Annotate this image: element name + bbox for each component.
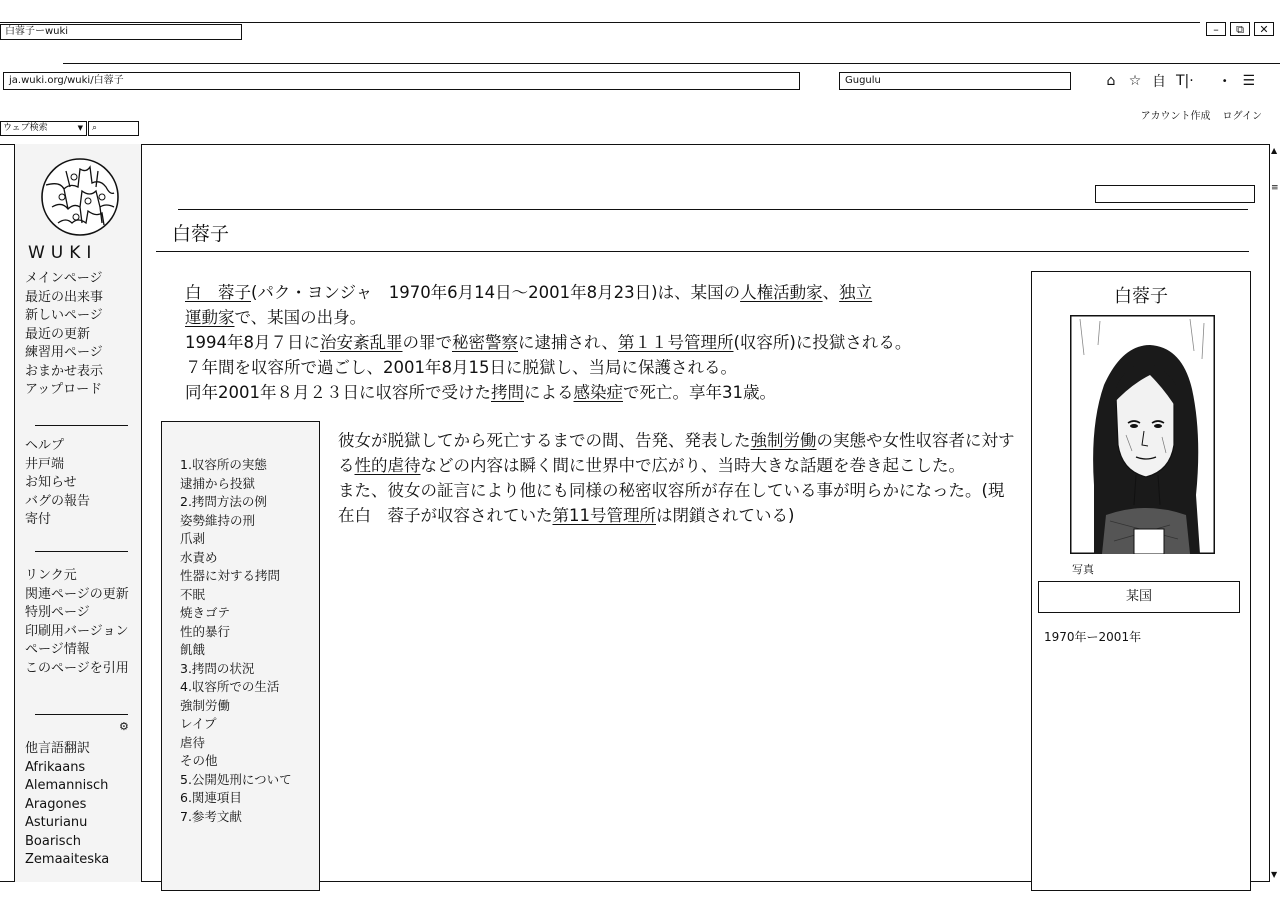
toc-item[interactable]: 焼きゴテ xyxy=(180,605,231,620)
sidebar-item[interactable]: このページを引用 xyxy=(25,660,129,676)
sidebar-item[interactable]: 関連ページの更新 xyxy=(25,586,129,602)
sidebar-item[interactable]: ヘルプ xyxy=(25,438,65,453)
toc-item[interactable]: 3.拷問の状況 xyxy=(180,660,255,676)
intro-text: (パク・ヨンジャ 1970年6月14日〜2001年8月23日)は、某国の xyxy=(251,283,741,302)
menu-icon[interactable]: ☰ xyxy=(1242,73,1255,89)
restore-button[interactable]: ⧉ xyxy=(1230,22,1250,36)
country-label: 某国 xyxy=(1038,581,1240,613)
intro-text: 同年2001年８月２３日に収容所で受けた xyxy=(185,383,491,402)
header-rule xyxy=(178,209,1248,210)
body-text: は閉鎖されている) xyxy=(656,506,795,525)
text-icon[interactable]: T|· xyxy=(1176,73,1194,89)
content-top-border xyxy=(0,144,1270,145)
sidebar-item[interactable]: メインページ xyxy=(25,271,103,286)
language-link[interactable]: Aragones xyxy=(25,796,87,812)
titlebar-rule xyxy=(0,22,1200,23)
intro-text: 、 xyxy=(822,283,840,302)
intro-text: で死亡。享年31歳。 xyxy=(623,383,776,402)
scroll-grip-icon[interactable]: ≡ xyxy=(1271,183,1279,193)
sidebar-item[interactable]: リンク元 xyxy=(25,568,77,583)
toc-list xyxy=(180,456,292,826)
sexual-abuse-link[interactable]: 性的虐待 xyxy=(354,456,421,475)
browser-toolbar xyxy=(1104,71,1256,91)
toc-item[interactable]: 性器に対する拷問 xyxy=(180,568,281,583)
toc-item[interactable]: 虐待 xyxy=(180,734,206,750)
sidebar-nav-tools xyxy=(25,567,129,678)
toc-item[interactable]: 2.拷問方法の例 xyxy=(180,494,267,509)
dropdown-icon[interactable]: • xyxy=(1221,75,1228,87)
camp-link[interactable]: 第11号管理所 xyxy=(552,506,656,525)
toc-item[interactable]: 7.参考文献 xyxy=(180,808,242,824)
table-of-contents xyxy=(161,421,320,891)
web-search-input[interactable] xyxy=(88,121,139,136)
toc-item[interactable]: 不眠 xyxy=(180,586,206,602)
sidebar-item[interactable]: 井戸端 xyxy=(25,456,65,472)
intro-text: ７年間を収容所で過ごし、2001年8月15日に脱獄し、当局に保護される。 xyxy=(185,358,737,377)
sidebar-item[interactable]: 寄付 xyxy=(25,512,52,527)
sidebar-item[interactable]: 印刷用バージョン xyxy=(25,623,129,639)
torture-link[interactable]: 拷問 xyxy=(491,383,524,402)
language-link[interactable]: Alemannisch xyxy=(25,778,109,793)
create-account-link[interactable]: アカウント作成 xyxy=(1140,111,1211,122)
account-links xyxy=(1141,107,1262,122)
body-text: などの内容は瞬く間に世界中で広がり、当時大きな話題を巻き起こした。 xyxy=(420,456,965,475)
subject-name-link[interactable]: 白 蓉子 xyxy=(185,283,251,302)
secret-police-link[interactable]: 秘密警察 xyxy=(452,333,518,352)
toc-item[interactable]: 4.収容所での生活 xyxy=(180,679,280,694)
star-icon[interactable]: ☆ xyxy=(1128,73,1142,89)
sidebar-item[interactable]: お知らせ xyxy=(25,475,77,490)
window-controls xyxy=(1206,22,1274,36)
url-bar[interactable] xyxy=(3,72,800,90)
toc-item[interactable]: 強制労働 xyxy=(180,697,231,713)
search-engine-label: Gugulu xyxy=(845,75,881,86)
page-scrollbar[interactable] xyxy=(1269,144,1280,882)
sidebar-divider xyxy=(35,425,128,426)
languages-heading: 他言語翻訳 xyxy=(25,741,91,756)
forced-labor-link[interactable]: 強制労働 xyxy=(750,431,817,450)
intro-text: (収容所)に投獄される。 xyxy=(733,333,912,352)
tabstrip-rule xyxy=(63,63,1280,64)
toc-item[interactable]: 5.公開処刑について xyxy=(180,771,292,787)
language-link[interactable]: Zemaaiteska xyxy=(25,852,110,867)
book-icon[interactable]: 自 xyxy=(1152,74,1166,90)
intro-text: に逮捕され、 xyxy=(518,333,618,352)
crime-link[interactable]: 治安紊乱罪 xyxy=(320,333,403,352)
image-caption: 写真 xyxy=(1072,563,1094,576)
sidebar-languages xyxy=(25,740,109,870)
sidebar-nav-main xyxy=(25,270,103,400)
intro-text: による xyxy=(524,383,574,402)
sidebar-divider xyxy=(35,551,128,552)
login-link[interactable]: ログイン xyxy=(1222,111,1262,122)
infection-link[interactable]: 感染症 xyxy=(573,383,623,402)
toc-item[interactable]: 6.関連項目 xyxy=(180,790,242,805)
browser-tab[interactable] xyxy=(0,24,242,40)
intro-text: で、某国の出身。 xyxy=(234,308,367,327)
body-paragraph xyxy=(338,428,1018,478)
chevron-down-icon: ▼ xyxy=(77,124,83,132)
web-search-select[interactable] xyxy=(0,121,87,136)
home-icon[interactable]: ⌂ xyxy=(1106,73,1116,89)
sidebar-item[interactable]: 練習用ページ xyxy=(25,345,103,360)
sidebar-item[interactable]: 最近の更新 xyxy=(25,326,91,342)
toc-item[interactable]: その他 xyxy=(180,753,218,768)
url-text: ja.wuki.org/wuki/白蓉子 xyxy=(9,75,124,86)
camp-link[interactable]: 第１１号管理所 xyxy=(618,333,734,352)
body-text: 彼女が脱獄してから死亡するまでの間、告発、発表した xyxy=(338,431,751,450)
sidebar-item[interactable]: 特別ページ xyxy=(25,605,90,620)
toc-item[interactable]: 水責め xyxy=(180,549,218,565)
body-paragraph xyxy=(338,478,1018,528)
wuki-globe-logo[interactable] xyxy=(40,157,120,237)
body-text: また、彼女の証言により他にも同様の秘密収容所が存在している事が明らかになった。(現在白 蓉子が収容されていた xyxy=(338,481,1005,525)
body-text: の実態や女性収容者に対する xyxy=(338,431,1015,475)
browser-search-input[interactable] xyxy=(839,72,1071,90)
sidebar-item[interactable]: 最近の出来事 xyxy=(25,289,104,305)
minimize-button[interactable]: – xyxy=(1206,22,1226,36)
sidebar-item[interactable]: バグの報告 xyxy=(25,493,91,509)
toc-item[interactable]: 性的暴行 xyxy=(180,623,231,639)
toc-item[interactable]: 逮捕から投獄 xyxy=(180,475,256,491)
toc-item[interactable]: 爪剥 xyxy=(180,531,206,546)
language-link[interactable]: Afrikaans xyxy=(25,759,86,775)
language-link[interactable]: Boarisch xyxy=(25,833,81,849)
search-icon[interactable]: ⌕ xyxy=(92,123,98,133)
human-rights-activist-link[interactable]: 人権活動家 xyxy=(740,283,823,302)
life-years: 1970年ー2001年 xyxy=(1044,630,1142,644)
gear-icon[interactable]: ⚙ xyxy=(119,720,129,733)
independence-activist-link[interactable]: 運動家 xyxy=(185,308,235,327)
portrait-image[interactable] xyxy=(1070,315,1215,554)
scroll-down-icon[interactable]: ▼ xyxy=(1271,870,1278,879)
infobox-title: 白蓉子 xyxy=(1114,286,1168,307)
web-search-label: ウェブ検索 xyxy=(3,123,48,133)
sidebar-divider xyxy=(35,714,128,715)
sidebar-item[interactable]: 新しいページ xyxy=(25,308,103,323)
article-intro xyxy=(185,280,1025,405)
title-rule xyxy=(156,251,1249,252)
intro-text: 1994年8月７日に xyxy=(185,333,320,352)
toc-item[interactable]: 飢餓 xyxy=(180,642,206,657)
tab-title: 白蓉子ーwuki xyxy=(5,26,69,37)
toc-item[interactable]: 姿勢維持の刑 xyxy=(180,512,256,528)
page-search-input[interactable] xyxy=(1095,185,1255,203)
language-link[interactable]: Asturianu xyxy=(25,815,88,830)
logo-wordmark: WUKI xyxy=(28,243,98,263)
page-title: 白蓉子 xyxy=(172,223,230,245)
toc-item[interactable]: 1.収容所の実態 xyxy=(180,457,267,472)
sidebar-nav-help xyxy=(25,437,90,530)
scroll-up-icon[interactable]: ▲ xyxy=(1271,146,1278,155)
close-button[interactable]: ✕ xyxy=(1254,22,1274,36)
intro-text: の罪で xyxy=(402,333,452,352)
independence-activist-link[interactable]: 独立 xyxy=(839,283,873,302)
sidebar-item[interactable]: ページ情報 xyxy=(25,642,90,657)
sidebar-item[interactable]: おまかせ表示 xyxy=(25,363,104,379)
sidebar-item[interactable]: アップロード xyxy=(25,382,103,397)
article-body xyxy=(338,428,1018,528)
toc-item[interactable]: レイプ xyxy=(180,716,217,731)
intro-paragraph xyxy=(185,280,1025,405)
